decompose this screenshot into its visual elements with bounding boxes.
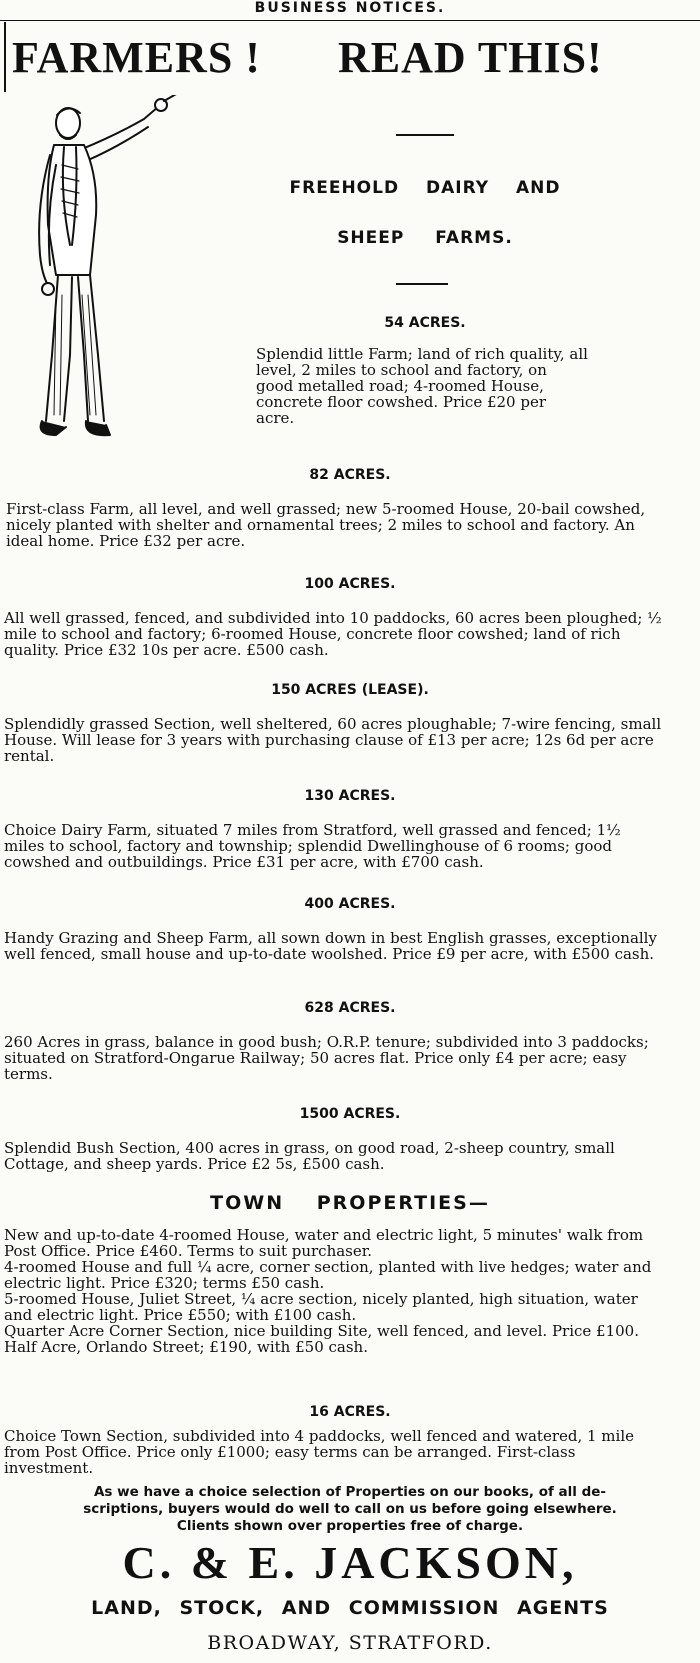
short-rule-2 [396, 283, 448, 285]
listing-paragraph: Splendid little Farm; land of rich quality, all level, 2 miles to school and factory, on good metalled road; 4-roomed House, concrete floor cowshed. Price £20 per acre. [256, 345, 588, 427]
headline-read-this: READ THIS! [338, 33, 603, 82]
headline-farmers: FARMERS ! [12, 33, 261, 82]
town-property-item: New and up-to-date 4-roomed House, water and electric light, 5 minutes' walk from Post Office. Price £460. Terms to suit purchaser. [4, 1226, 644, 1260]
listing-text [6, 501, 662, 549]
pointing-man-illustration [26, 95, 201, 445]
acres-heading: 628 ACRES. [304, 1000, 396, 1016]
section-title: BUSINESS NOTICES. [254, 0, 446, 16]
notice-line: As we have a choice selection of Properties on our books, of all de- [93, 1484, 607, 1500]
acres-heading: 16 ACRES. [309, 1404, 391, 1420]
listing-text [4, 1428, 664, 1476]
acres-heading: 130 ACRES. [304, 788, 396, 804]
listing-paragraph: Splendid Bush Section, 400 acres in grass, on good road, 2-sheep country, small Cottage, and sheep yards. Price £2 5s, £500 cash. [4, 1139, 615, 1173]
listing-text [4, 930, 664, 962]
listing-paragraph: Choice Dairy Farm, situated 7 miles from Stratford, well grassed and fenced; 1½ miles to school, factory and township; splendid Dwellinghouse of 6 rooms; good cowshed and outbuildings. Price £31 per acre, with £700 cash. [4, 821, 621, 871]
listing-paragraph: 260 Acres in grass, balance in good bush; O.R.P. tenure; subdivided into 3 paddocks; situated on Stratford-Ongarue Railway; 50 acres flat. Price only £4 per acre; easy terms. [4, 1033, 649, 1083]
listing-text [4, 1034, 664, 1082]
town-property-item: 5-roomed House, Juliet Street, ¼ acre section, nicely planted, high situation, water and electric light. Price £550; with £100 cash. [4, 1290, 638, 1324]
acres-heading: 1500 ACRES. [299, 1106, 401, 1122]
firm-address: BROADWAY, STRATFORD. [207, 1632, 493, 1654]
acres-heading: 400 ACRES. [304, 896, 396, 912]
town-properties-list [4, 1227, 664, 1355]
town-property-item: Quarter Acre Corner Section, nice building Site, well fenced, and level. Price £100. [4, 1322, 639, 1340]
town-property-item: Half Acre, Orlando Street; £190, with £50 cash. [4, 1338, 368, 1356]
town-property-item: 4-roomed House and full ¼ acre, corner section, planted with live hedges; water and electric light. Price £320; terms £50 cash. [4, 1258, 652, 1292]
listing-paragraph: All well grassed, fenced, and subdivided into 10 paddocks, 60 acres been ploughed; ½ mile to school and factory; 6-roomed House, concrete floor cowshed; land of rich quality. Price £32 10s per acre. £500 cash. [4, 609, 662, 659]
notice-line: Clients shown over properties free of charge. [176, 1518, 524, 1534]
listing-text [4, 822, 664, 870]
listing-paragraph: First-class Farm, all level, and well grassed; new 5-roomed House, 20-bail cowshed, nicely planted with shelter and ornamental trees; 2 miles to school and factory. An ideal home. Price £32 per acre. [6, 500, 646, 550]
firm-name: C. & E. JACKSON, [122, 1537, 578, 1588]
listing-text [4, 610, 664, 658]
listing-paragraph: Choice Town Section, subdivided into 4 paddocks, well fenced and watered, 1 mile from Post Office. Price only £1000; easy terms can be arranged. First-class investment. [4, 1427, 635, 1477]
heading-freehold: FREEHOLD DAIRY AND [289, 178, 561, 198]
left-border-bar [4, 22, 6, 92]
notice-line: scriptions, buyers would do well to call on us before going elsewhere. [83, 1501, 617, 1517]
listing-paragraph: Splendidly grassed Section, well sheltered, 60 acres ploughable; 7-wire fencing, small House. Will lease for 3 years with purchasing clause of £13 per acre; 12s 6d per acre rental. [4, 715, 662, 765]
town-properties-heading: TOWN PROPERTIES— [210, 1192, 490, 1214]
listing-text [4, 1140, 664, 1172]
acres-heading: 82 ACRES. [309, 467, 391, 483]
header-rule [0, 20, 700, 21]
firm-trade: LAND, STOCK, AND COMMISSION AGENTS [91, 1597, 609, 1619]
section-header [0, 0, 700, 22]
listing-text [256, 346, 588, 426]
acres-heading: 100 ACRES. [304, 576, 396, 592]
acres-heading: 150 ACRES (LEASE). [271, 682, 429, 698]
short-rule [396, 134, 454, 136]
listing-paragraph: Handy Grazing and Sheep Farm, all sown down in best English grasses, exceptionally well fenced, small house and up-to-date woolshed. Price £9 per acre, with £500 cash. [4, 929, 657, 963]
notice-to-buyers [0, 1484, 700, 1535]
listing-text [4, 716, 664, 764]
acres-heading: 54 ACRES. [384, 315, 466, 331]
heading-sheep-farms: SHEEP FARMS. [337, 228, 513, 248]
